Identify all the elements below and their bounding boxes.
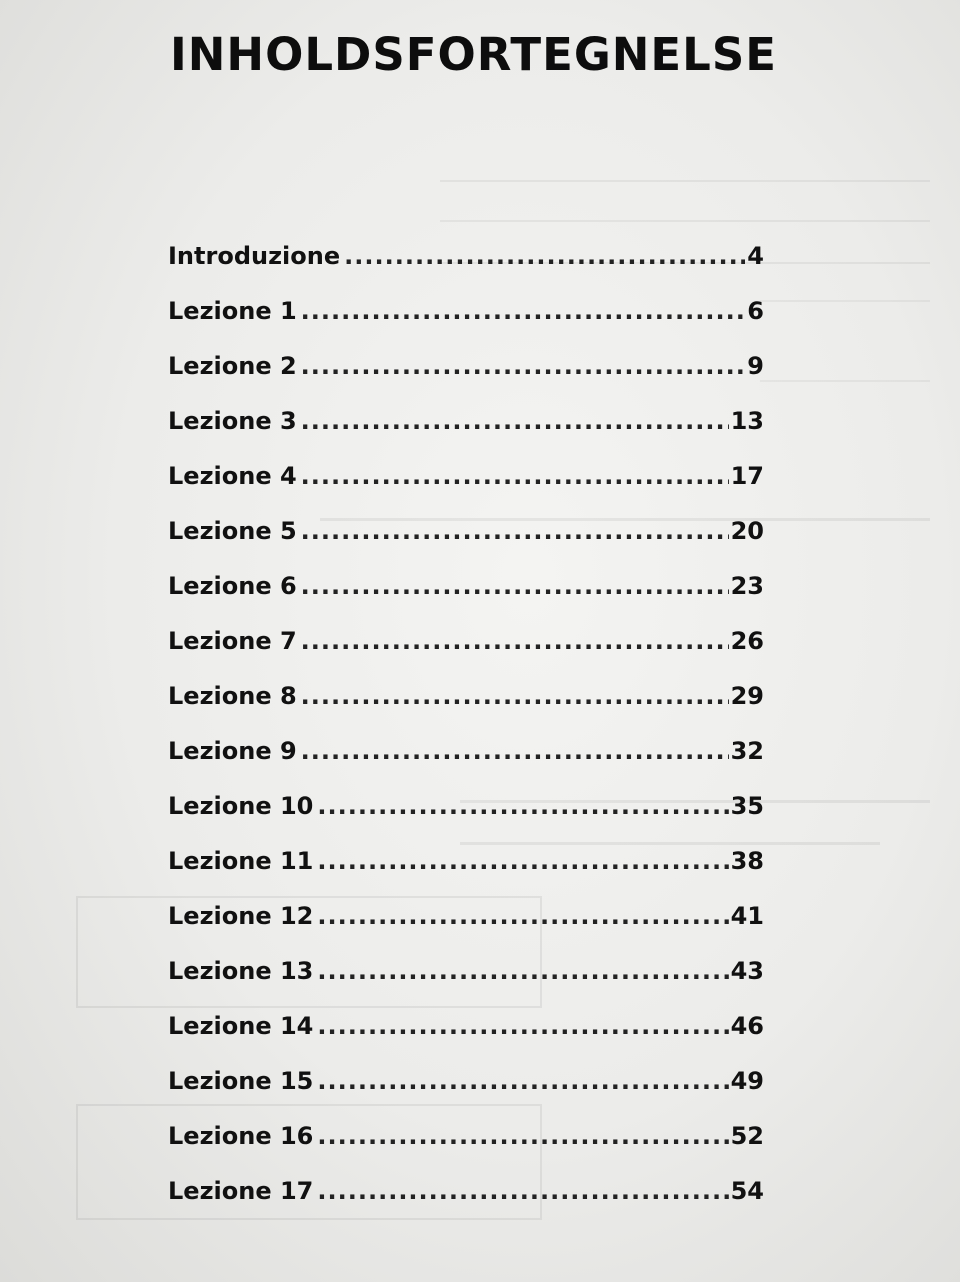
toc-entry-label: Lezione 4 [168, 462, 297, 490]
toc-entry-label: Lezione 2 [168, 352, 297, 380]
toc-dot-leader [301, 297, 746, 325]
toc-entry-label: Lezione 16 [168, 1122, 314, 1150]
toc-entry-page-number: 38 [730, 847, 764, 875]
show-through-rule [760, 380, 930, 382]
toc-entry-label: Lezione 7 [168, 627, 297, 655]
toc-entry-label: Lezione 13 [168, 957, 314, 985]
toc-entry [168, 1177, 764, 1232]
toc-entry [168, 462, 764, 517]
toc-entry-page-number: 35 [730, 792, 764, 820]
toc-entry-label: Lezione 8 [168, 682, 297, 710]
toc-entry [168, 407, 764, 462]
toc-entry-label: Lezione 3 [168, 407, 297, 435]
toc-entry-page-number: 6 [747, 297, 764, 325]
toc-dot-leader [317, 1122, 728, 1150]
toc-entry-label: Lezione 17 [168, 1177, 314, 1205]
page-title: INHOLDSFORTEGNELSE [170, 28, 777, 81]
toc-entry-page-number: 49 [730, 1067, 764, 1095]
toc-dot-leader [317, 792, 728, 820]
toc-dot-leader [317, 1067, 728, 1095]
toc-entry-page-number: 32 [730, 737, 764, 765]
show-through-rule [440, 220, 930, 222]
toc-entry-page-number: 20 [730, 517, 764, 545]
toc-dot-leader [301, 517, 729, 545]
toc-entry-page-number: 17 [730, 462, 764, 490]
toc-entry-page-number: 29 [730, 682, 764, 710]
show-through-rule [440, 180, 930, 182]
toc-dot-leader [317, 1012, 728, 1040]
toc-entry [168, 1067, 764, 1122]
toc-entry [168, 297, 764, 352]
show-through-rule [760, 300, 930, 302]
toc-entry [168, 242, 764, 297]
toc-entry-page-number: 9 [747, 352, 764, 380]
toc-entry-label: Lezione 15 [168, 1067, 314, 1095]
toc-dot-leader [344, 242, 745, 270]
toc-entry [168, 352, 764, 407]
toc-entry [168, 572, 764, 627]
toc-dot-leader [301, 462, 729, 490]
toc-entry-page-number: 54 [730, 1177, 764, 1205]
toc-entry [168, 737, 764, 792]
toc-entry [168, 682, 764, 737]
table-of-contents [168, 242, 764, 1232]
toc-entry-page-number: 52 [730, 1122, 764, 1150]
toc-dot-leader [301, 737, 729, 765]
toc-entry-label: Lezione 12 [168, 902, 314, 930]
toc-dot-leader [317, 1177, 728, 1205]
toc-dot-leader [317, 957, 728, 985]
toc-dot-leader [301, 352, 746, 380]
toc-entry [168, 627, 764, 682]
toc-dot-leader [301, 682, 729, 710]
toc-entry-label: Lezione 9 [168, 737, 297, 765]
toc-entry-page-number: 26 [730, 627, 764, 655]
toc-entry-label: Lezione 5 [168, 517, 297, 545]
toc-entry [168, 902, 764, 957]
toc-dot-leader [317, 847, 728, 875]
toc-entry-label: Introduzione [168, 242, 341, 270]
toc-entry [168, 847, 764, 902]
toc-dot-leader [317, 902, 728, 930]
toc-entry-page-number: 13 [730, 407, 764, 435]
toc-dot-leader [301, 627, 729, 655]
toc-entry-label: Lezione 14 [168, 1012, 314, 1040]
toc-entry-label: Lezione 10 [168, 792, 314, 820]
toc-entry [168, 1122, 764, 1177]
toc-entry [168, 957, 764, 1012]
toc-entry [168, 1012, 764, 1067]
toc-entry-page-number: 43 [730, 957, 764, 985]
toc-dot-leader [301, 572, 729, 600]
toc-entry [168, 517, 764, 572]
toc-entry-label: Lezione 6 [168, 572, 297, 600]
toc-entry-page-number: 23 [730, 572, 764, 600]
toc-entry [168, 792, 764, 847]
toc-dot-leader [301, 407, 729, 435]
toc-entry-label: Lezione 11 [168, 847, 314, 875]
toc-entry-page-number: 41 [730, 902, 764, 930]
toc-entry-label: Lezione 1 [168, 297, 297, 325]
toc-entry-page-number: 4 [747, 242, 764, 270]
toc-entry-page-number: 46 [730, 1012, 764, 1040]
